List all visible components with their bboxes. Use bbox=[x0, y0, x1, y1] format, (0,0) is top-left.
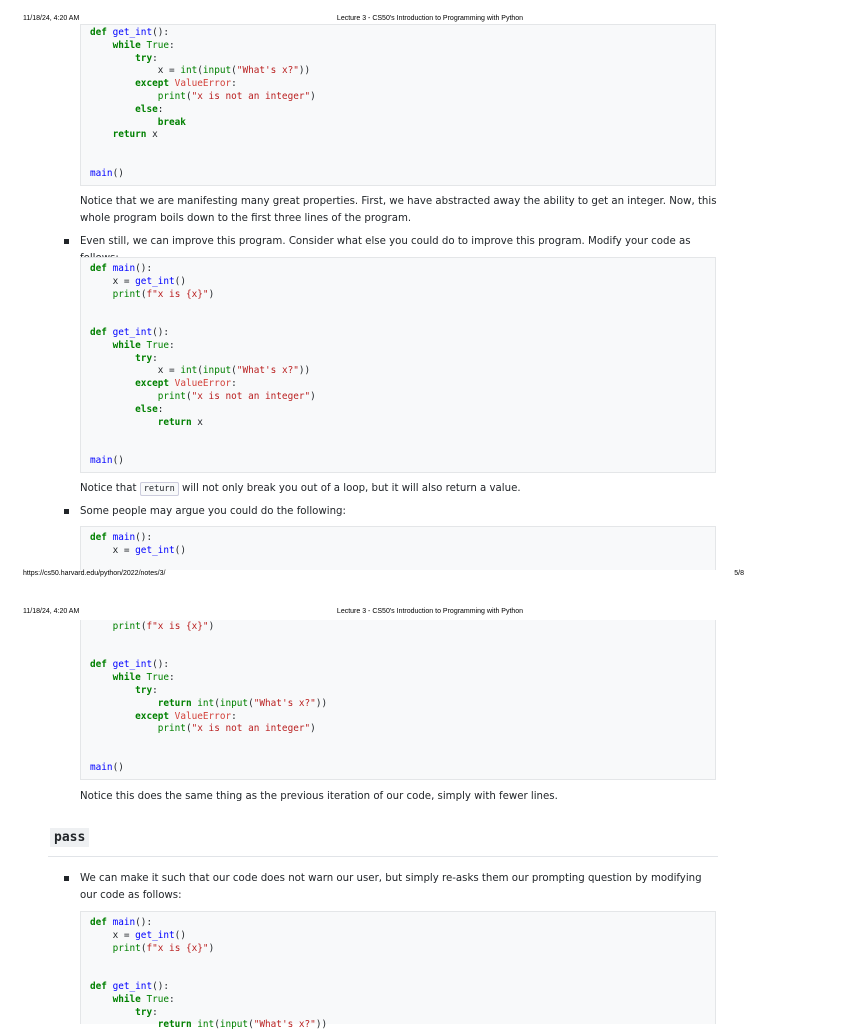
code-line bbox=[90, 104, 715, 117]
code-line bbox=[90, 353, 715, 366]
print-date: 11/18/24, 4:20 AM bbox=[23, 608, 80, 615]
code-token bbox=[90, 91, 158, 102]
code-line bbox=[90, 40, 715, 53]
code-token: x = bbox=[90, 544, 136, 556]
code-block-main-get-int bbox=[80, 257, 716, 473]
code-token: : bbox=[169, 993, 175, 1005]
code-token: ) bbox=[208, 942, 215, 954]
code-token: input bbox=[202, 65, 232, 77]
code-token: ( bbox=[248, 697, 254, 709]
code-token: def bbox=[90, 263, 113, 274]
code-token: ( bbox=[248, 1019, 254, 1031]
code-token: : bbox=[152, 352, 158, 364]
code-token: main bbox=[112, 263, 136, 274]
code-line bbox=[90, 365, 715, 378]
code-token: else bbox=[90, 403, 158, 415]
code-block-get-int bbox=[80, 24, 716, 186]
code-token: get_int bbox=[135, 929, 175, 941]
code-token: ( bbox=[214, 697, 220, 709]
code-line bbox=[90, 404, 715, 417]
code-token: ValueError bbox=[174, 78, 232, 90]
code-line bbox=[90, 289, 715, 302]
code-line bbox=[90, 129, 715, 142]
code-token: : bbox=[152, 684, 158, 696]
code-token: x = bbox=[90, 65, 181, 77]
code-token: while bbox=[90, 672, 147, 684]
code-token: f"x is {x}" bbox=[146, 288, 209, 300]
code-token: input bbox=[202, 365, 232, 377]
code-token: True bbox=[146, 339, 170, 351]
code-token: : bbox=[169, 672, 175, 684]
code-token: ( bbox=[140, 621, 147, 632]
code-token: True bbox=[146, 39, 170, 51]
bullet-improve-program: Even still, we can improve this program. Consider what else you could do to improve this program. Modify your code as bbox=[80, 236, 691, 247]
section-heading-pass: pass bbox=[50, 828, 89, 847]
code-token: : bbox=[231, 378, 237, 390]
code-line bbox=[90, 955, 715, 968]
code-line bbox=[90, 672, 715, 685]
code-token: ( bbox=[197, 365, 203, 377]
heading-divider bbox=[48, 856, 718, 857]
code-line bbox=[90, 634, 715, 647]
code-block-pass-version bbox=[80, 911, 716, 1031]
code-line bbox=[90, 442, 715, 455]
code-token: True bbox=[146, 672, 170, 684]
code-token: True bbox=[146, 993, 170, 1005]
code-token bbox=[90, 943, 113, 954]
code-token: ( bbox=[197, 65, 203, 77]
code-token: int bbox=[180, 65, 198, 77]
code-token: () bbox=[174, 929, 186, 941]
code-line bbox=[90, 545, 715, 558]
code-token bbox=[90, 723, 158, 734]
print-url: https://cs50.harvard.edu/python/2022/notes/3/ bbox=[23, 570, 166, 577]
code-line bbox=[90, 65, 715, 78]
code-token: x = bbox=[90, 365, 181, 377]
code-line bbox=[90, 53, 715, 66]
code-line bbox=[90, 647, 715, 660]
code-line bbox=[90, 301, 715, 314]
code-token: while bbox=[90, 339, 147, 351]
code-token: ) bbox=[310, 390, 316, 402]
code-token: )) bbox=[315, 697, 328, 709]
code-token: main bbox=[90, 761, 113, 773]
code-line bbox=[90, 943, 715, 956]
code-token: x bbox=[152, 129, 158, 141]
code-token: def bbox=[90, 980, 113, 992]
print-footer-1 bbox=[0, 567, 768, 581]
code-token: "What's x?" bbox=[236, 365, 299, 377]
code-line bbox=[90, 917, 715, 930]
code-token: "What's x?" bbox=[236, 65, 299, 77]
code-line bbox=[90, 155, 715, 168]
code-token: int bbox=[180, 365, 198, 377]
code-token: main bbox=[112, 917, 136, 928]
code-token: while bbox=[90, 39, 147, 51]
code-token: main bbox=[112, 532, 136, 543]
code-line bbox=[90, 91, 715, 104]
code-token: def bbox=[90, 659, 113, 671]
code-token: except bbox=[90, 78, 175, 90]
code-token: get_int bbox=[112, 326, 153, 338]
code-token: ( bbox=[140, 942, 147, 954]
code-line bbox=[90, 1007, 715, 1020]
code-token: (): bbox=[152, 659, 170, 671]
code-token: input bbox=[219, 1019, 249, 1031]
code-token: main bbox=[90, 167, 113, 179]
code-line bbox=[90, 391, 715, 404]
code-line bbox=[90, 1019, 715, 1032]
code-block-fewer-lines-start bbox=[80, 526, 716, 570]
code-token: "What's x?" bbox=[253, 1019, 316, 1031]
bullet-reask: We can make it such that our code does not warn our user, but simply re-asks them our prompting question by modifying our code as follows: bbox=[80, 873, 702, 901]
code-token: else bbox=[90, 103, 158, 115]
code-line bbox=[90, 749, 715, 762]
code-line bbox=[90, 930, 715, 943]
code-token: print bbox=[157, 90, 186, 102]
code-token: print bbox=[112, 942, 141, 954]
code-line bbox=[90, 340, 715, 353]
code-line bbox=[90, 711, 715, 724]
paragraph-abstraction: Notice that we are manifesting many great properties. First, we have abstracted away the ability to get an integer. Now, this whole program boils down to the first three lines of the program. bbox=[80, 196, 717, 224]
code-token: try bbox=[90, 684, 153, 696]
bullet-argue: Some people may argue you could do the following: bbox=[80, 506, 346, 517]
code-token: ( bbox=[214, 1019, 220, 1031]
code-line bbox=[90, 698, 715, 711]
bullet-marker bbox=[64, 509, 69, 514]
code-token: ( bbox=[231, 365, 237, 377]
code-token: : bbox=[157, 103, 164, 115]
code-token: get_int bbox=[112, 27, 153, 38]
paragraph-return-text-start: Notice that bbox=[80, 483, 140, 494]
code-line bbox=[90, 455, 715, 468]
print-title: Lecture 3 - CS50's Introduction to Programming with Python bbox=[336, 15, 524, 22]
code-token: ( bbox=[140, 288, 147, 300]
code-token: ) bbox=[208, 621, 215, 632]
code-line bbox=[90, 968, 715, 981]
code-line bbox=[90, 314, 715, 327]
code-token: int bbox=[197, 1019, 215, 1031]
code-token: (): bbox=[135, 917, 153, 928]
paragraph-same-thing: Notice this does the same thing as the previous iteration of our code, simply with fewer lines. bbox=[80, 791, 558, 802]
code-token: def bbox=[90, 532, 113, 543]
code-token: "What's x?" bbox=[253, 697, 316, 709]
code-token: ValueError bbox=[174, 710, 232, 722]
code-token: )) bbox=[298, 65, 311, 77]
code-token: return bbox=[90, 697, 198, 709]
code-line bbox=[90, 429, 715, 442]
code-token: )) bbox=[298, 365, 311, 377]
code-token: ( bbox=[185, 390, 192, 402]
code-token: : bbox=[169, 339, 175, 351]
code-line bbox=[90, 168, 715, 181]
code-token bbox=[90, 391, 158, 402]
code-token: return bbox=[90, 1019, 198, 1031]
code-line bbox=[90, 762, 715, 775]
code-token: () bbox=[174, 275, 186, 287]
code-line bbox=[90, 659, 715, 672]
code-token: f"x is {x}" bbox=[146, 942, 209, 954]
code-line bbox=[90, 142, 715, 155]
code-line bbox=[90, 685, 715, 698]
code-token: try bbox=[90, 1006, 153, 1018]
code-token: get_int bbox=[112, 980, 153, 992]
code-line bbox=[90, 981, 715, 994]
code-token: ) bbox=[310, 723, 316, 735]
code-token: f"x is {x}" bbox=[146, 621, 209, 632]
code-token: () bbox=[174, 544, 186, 556]
code-token: try bbox=[90, 52, 153, 64]
code-block-fewer-lines-end bbox=[80, 620, 716, 780]
code-token: "x is not an integer" bbox=[191, 90, 311, 102]
code-token: () bbox=[112, 761, 124, 773]
paragraph-return-text-end: will not only break you out of a loop, but it will also return a value. bbox=[178, 483, 521, 494]
code-token bbox=[90, 289, 113, 300]
code-token: : bbox=[169, 39, 175, 51]
code-token: def bbox=[90, 326, 113, 338]
code-line bbox=[90, 27, 715, 40]
paragraph-return bbox=[80, 480, 720, 498]
code-token: main bbox=[90, 454, 113, 466]
code-line bbox=[90, 723, 715, 736]
code-line bbox=[90, 621, 715, 634]
code-token: : bbox=[231, 710, 237, 722]
code-token: : bbox=[231, 78, 237, 90]
code-line bbox=[90, 532, 715, 545]
code-line bbox=[90, 276, 715, 289]
code-token: () bbox=[112, 454, 124, 466]
code-token: (): bbox=[152, 980, 170, 992]
code-line bbox=[90, 378, 715, 391]
print-header-2 bbox=[0, 605, 768, 619]
code-token: x = bbox=[90, 275, 136, 287]
code-token: get_int bbox=[112, 659, 153, 671]
code-line bbox=[90, 327, 715, 340]
code-token: def bbox=[90, 917, 113, 928]
code-token: print bbox=[157, 390, 186, 402]
code-token: ( bbox=[231, 65, 237, 77]
print-page-number: 5/8 bbox=[734, 570, 744, 577]
code-token: "x is not an integer" bbox=[191, 723, 311, 735]
code-token: : bbox=[157, 403, 164, 415]
code-token: (): bbox=[152, 326, 170, 338]
code-line bbox=[90, 78, 715, 91]
code-token: : bbox=[152, 1006, 158, 1018]
code-token: return bbox=[90, 129, 153, 141]
code-token: except bbox=[90, 710, 175, 722]
code-token: get_int bbox=[135, 275, 175, 287]
code-token: (): bbox=[135, 532, 153, 543]
code-token: while bbox=[90, 993, 147, 1005]
code-token: (): bbox=[135, 263, 153, 274]
code-token: () bbox=[112, 167, 124, 179]
code-line bbox=[90, 417, 715, 430]
code-token: )) bbox=[315, 1019, 328, 1031]
bullet-marker bbox=[64, 239, 69, 244]
code-token: try bbox=[90, 352, 153, 364]
code-line bbox=[90, 117, 715, 130]
code-token: print bbox=[112, 621, 141, 632]
code-token: ) bbox=[208, 288, 215, 300]
code-token: "x is not an integer" bbox=[191, 390, 311, 402]
code-token: print bbox=[157, 723, 186, 735]
code-token: ) bbox=[310, 90, 316, 102]
code-line bbox=[90, 263, 715, 276]
code-token: ( bbox=[185, 723, 192, 735]
code-line bbox=[90, 994, 715, 1007]
code-token: int bbox=[197, 697, 215, 709]
code-token: x bbox=[197, 416, 203, 428]
inline-code-return: return bbox=[140, 482, 179, 496]
bullet-marker bbox=[64, 876, 69, 881]
code-token: (): bbox=[152, 27, 170, 38]
code-token: : bbox=[152, 52, 158, 64]
print-title: Lecture 3 - CS50's Introduction to Programming with Python bbox=[336, 608, 524, 615]
print-date: 11/18/24, 4:20 AM bbox=[23, 15, 80, 22]
code-token: def bbox=[90, 27, 113, 38]
code-line bbox=[90, 736, 715, 749]
code-token: ( bbox=[185, 90, 192, 102]
code-token: get_int bbox=[135, 544, 175, 556]
code-token bbox=[90, 621, 113, 632]
code-token: ValueError bbox=[174, 378, 232, 390]
code-token: except bbox=[90, 378, 175, 390]
code-token: break bbox=[90, 116, 186, 128]
code-token: input bbox=[219, 697, 249, 709]
code-token: print bbox=[112, 288, 141, 300]
code-token: x = bbox=[90, 929, 136, 941]
code-token: return bbox=[90, 416, 198, 428]
